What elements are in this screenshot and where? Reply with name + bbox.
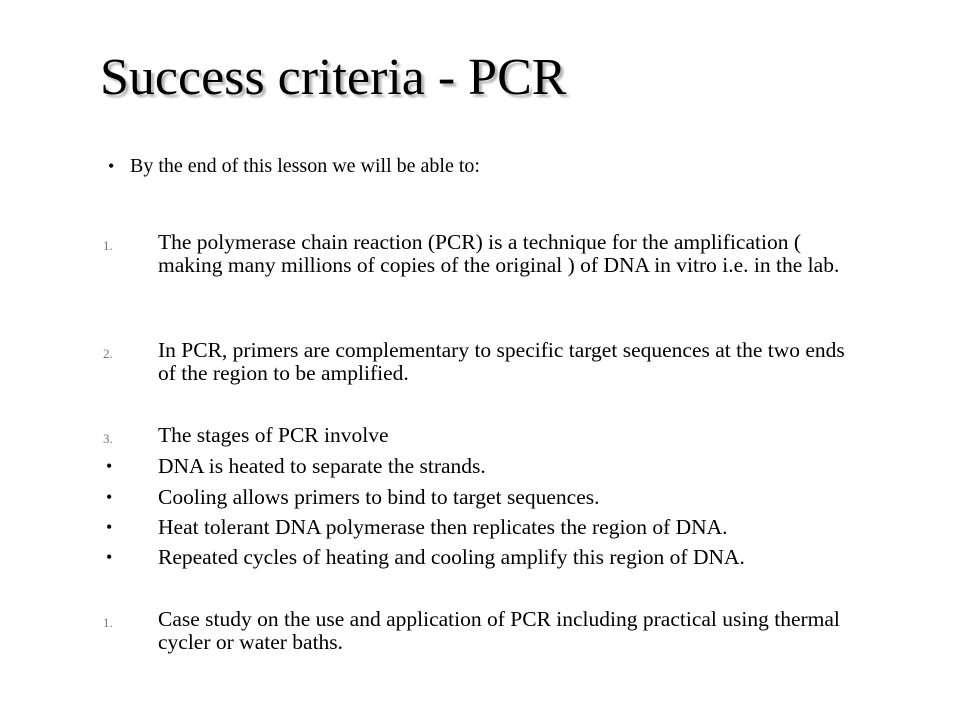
- stage-bullet-cycles: [103, 546, 863, 569]
- item-number: 3.: [103, 431, 113, 446]
- stage-bullet-polymerase: [103, 516, 863, 539]
- bullet-marker: •: [106, 547, 113, 567]
- stage-bullet-cool: [103, 486, 863, 509]
- criteria-item-case-study: [103, 608, 863, 654]
- bullet-marker: •: [108, 156, 115, 176]
- item-number: 1.: [103, 238, 113, 253]
- bullet-marker: •: [106, 487, 113, 507]
- item-text: Case study on the use and application of PCR including practical using thermal cycler or water baths.: [158, 607, 840, 654]
- item-number: 2.: [103, 346, 113, 361]
- criteria-item-3: [103, 424, 863, 447]
- item-text: DNA is heated to separate the strands.: [158, 454, 486, 478]
- stage-bullet-heat: [103, 455, 863, 478]
- slide-title: Success criteria - PCR: [100, 49, 567, 106]
- criteria-item-2: [103, 339, 863, 385]
- item-number: 1.: [103, 615, 113, 630]
- intro-line: [108, 154, 480, 178]
- bullet-marker: •: [106, 456, 113, 476]
- item-text: In PCR, primers are complementary to specific target sequences at the two ends of the region to be amplified.: [158, 338, 845, 385]
- item-text: Cooling allows primers to bind to target sequences.: [158, 485, 600, 509]
- item-text: Heat tolerant DNA polymerase then replicates the region of DNA.: [158, 515, 728, 539]
- item-text: The polymerase chain reaction (PCR) is a technique for the amplification ( making many millions of copies of the original ) of DNA in vitro i.e. in the lab.: [158, 230, 840, 277]
- bullet-marker: •: [106, 517, 113, 537]
- intro-text: By the end of this lesson we will be able to:: [130, 155, 480, 177]
- item-text: The stages of PCR involve: [158, 423, 389, 447]
- criteria-item-1: [103, 231, 863, 277]
- item-text: Repeated cycles of heating and cooling amplify this region of DNA.: [158, 545, 745, 569]
